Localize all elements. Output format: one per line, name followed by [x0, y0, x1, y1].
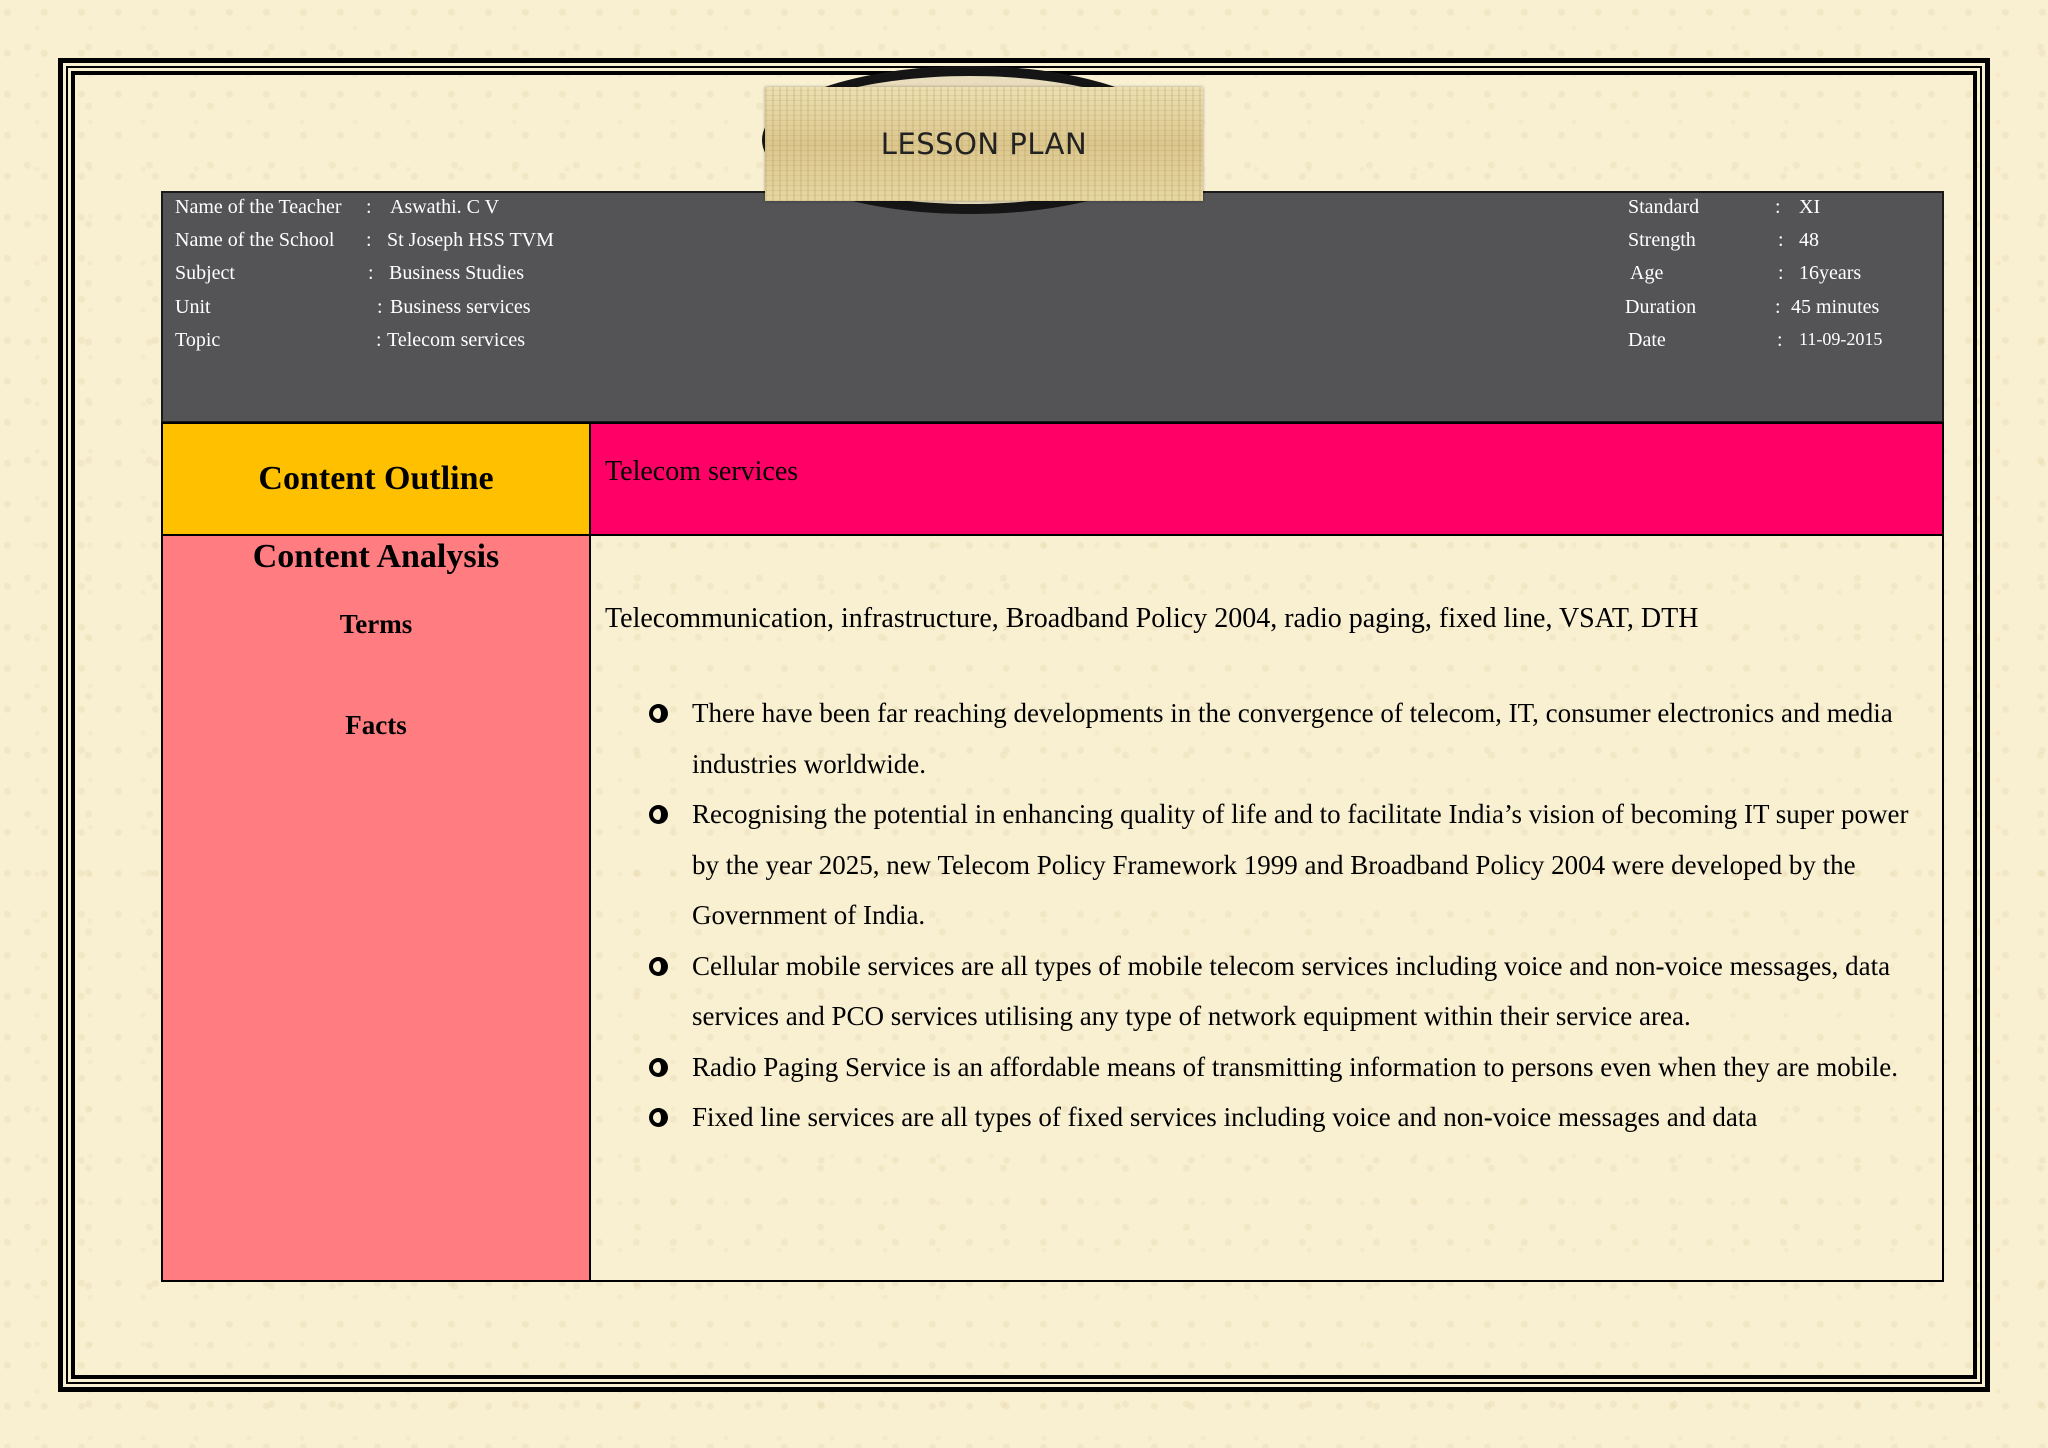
standard-value: XI	[1799, 196, 1821, 218]
info-label: Age	[1630, 262, 1664, 284]
date-value: 11-09-2015	[1799, 329, 1883, 349]
strength-value: 48	[1799, 229, 1819, 251]
info-label: Topic	[175, 329, 221, 351]
hollow-circle-bullet-icon	[649, 1108, 668, 1127]
info-label: Strength	[1628, 229, 1696, 251]
fact-item	[649, 1092, 1929, 1143]
page-title: LESSON PLAN	[880, 127, 1088, 161]
info-separator: :	[376, 329, 382, 351]
terms-label: Terms	[339, 609, 413, 639]
content-outline-value: Telecom services	[591, 424, 1942, 536]
lesson-info-header	[161, 191, 1944, 423]
fact-text: Cellular mobile services are all types of mobile telecom services including voice and non-voice messages, data services and PCO services utilising any type of network equipment within their service area.	[692, 950, 1891, 1031]
school-name: St Joseph HSS TVM	[387, 229, 554, 251]
info-label: Standard	[1628, 196, 1700, 218]
facts-list	[649, 688, 1929, 1143]
age-value: 16years	[1799, 262, 1862, 284]
lesson-plan-table	[161, 422, 1944, 1282]
info-separator: :	[1778, 262, 1784, 284]
info-separator: :	[1778, 229, 1784, 251]
teacher-name: Aswathi. C V	[390, 196, 500, 218]
unit-name: Business services	[390, 296, 531, 318]
info-separator: :	[366, 196, 372, 218]
info-separator: :	[366, 229, 372, 251]
fact-item	[649, 941, 1929, 1042]
topic-name: Telecom services	[387, 329, 525, 351]
terms-value: Telecommunication, infrastructure, Broadband Policy 2004, radio paging, fixed line, VSAT, DTH	[605, 603, 1699, 634]
title-plaque	[765, 87, 1203, 201]
hollow-circle-bullet-icon	[649, 957, 668, 976]
hollow-circle-bullet-icon	[649, 1058, 668, 1077]
hollow-circle-bullet-icon	[649, 704, 668, 723]
fact-item	[649, 789, 1929, 941]
info-separator: :	[1775, 296, 1781, 318]
info-separator: :	[368, 262, 374, 284]
fact-text: There have been far reaching developments in the convergence of telecom, IT, consumer electronics and media industries worldwide.	[692, 698, 1893, 779]
fact-text: Recognising the potential in enhancing quality of life and to facilitate India’s vision of becoming IT super power by the year 2025, new Telecom Policy Framework 1999 and Broadband Policy 2004 were developed by the Government of India.	[692, 799, 1909, 930]
info-separator: :	[1777, 329, 1783, 351]
content-analysis-heading: Content Analysis	[252, 538, 500, 575]
info-label: Name of the School	[175, 229, 335, 251]
subject-name: Business Studies	[389, 262, 525, 284]
duration-value: 45 minutes	[1791, 296, 1880, 318]
content-analysis-value-cell	[591, 536, 1942, 1280]
facts-label: Facts	[345, 710, 407, 740]
fact-text: Radio Paging Service is an affordable means of transmitting information to persons even when they are mobile.	[692, 1051, 1898, 1082]
info-label: Unit	[175, 296, 211, 318]
info-separator: :	[1775, 196, 1781, 218]
fact-item	[649, 688, 1929, 789]
content-analysis-label-cell	[163, 536, 591, 1280]
info-separator: :	[377, 296, 383, 318]
info-label: Date	[1628, 329, 1666, 351]
content-outline-label: Content Outline	[163, 424, 591, 536]
info-label: Duration	[1625, 296, 1697, 318]
fact-text: Fixed line services are all types of fixed services including voice and non-voice messages and data	[692, 1102, 1758, 1132]
info-label: Name of the Teacher	[175, 196, 342, 218]
info-label: Subject	[175, 262, 235, 284]
fact-item	[649, 1042, 1929, 1093]
hollow-circle-bullet-icon	[649, 805, 668, 824]
